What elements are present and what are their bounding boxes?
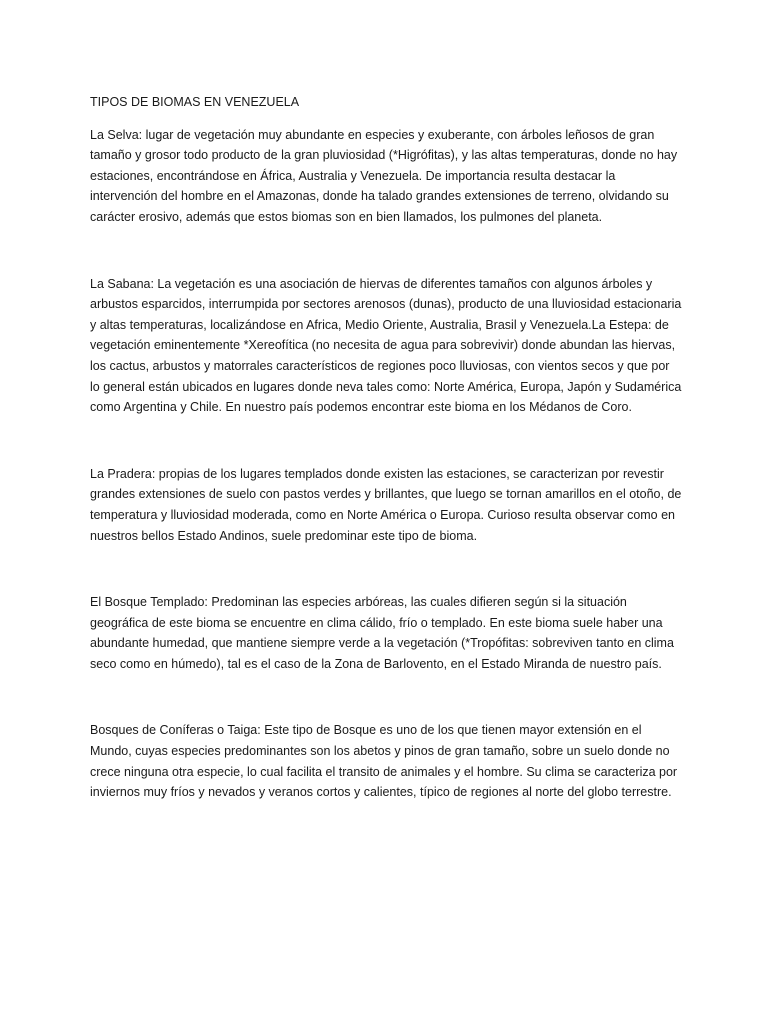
paragraph-pradera: La Pradera: propias de los lugares templados donde existen las estaciones, se caracterizan por revestir grandes extensiones de suelo con pastos verdes y brillantes, que luego se tornan amarillos en el otoño, de temperatura y lluviosidad moderada, como en Norte América o Europa. Curioso resulta observar como en nuestros bellos Estado Andinos, suele predominar este tipo de bioma. [90,466,682,543]
paragraph-coniferas-taiga: Bosques de Coníferas o Taiga: Este tipo de Bosque es uno de los que tienen mayor extensión en el Mundo, cuyas especies predominantes son los abetos y pinos de gran tamaño, sobre un suelo donde no crece ninguna otra especie, lo cual facilita el transito de animales y el hombre. Su clima se caracteriza por inviernos muy fríos y nevados y veranos cortos y calientes, típico de regiones al norte del globo terrestre. [90,723,678,800]
paragraph-spacer [90,546,682,592]
paragraph-spacer [90,418,682,464]
paragraph-sabana-estepa: La Sabana: La vegetación es una asociación de hiervas de diferentes tamaños con algunos árboles y arbustos esparcidos, interrumpida por sectores arenosos (dunas), producto de una lluviosidad estacionaria y altas temperaturas, localizándose en Africa, Medio Oriente, Australia, Brasil y Venezuela.La Estepa: de vegetación eminentemente *Xereofítica (no necesita de agua para sobrevivir) donde abundan las hiervas, los cactus, arbustos y matorrales característicos de regiones poco lluviosas, con vientos secos y que por lo general están ubicados en lugares donde neva tales como: Norte América, Europa, Japón y Sudamérica como Argentina y Chile. En nuestro país podemos encontrar este bioma en los Médanos de Coro. [90,276,682,415]
paragraph-bosque-templado: El Bosque Templado: Predominan las especies arbóreas, las cuales difieren según si la situación geográfica de este bioma se encuentre en clima cálido, frío o templado. En este bioma suele haber una abundante humedad, que mantiene siempre verde a la vegetación (*Tropófitas: sobreviven tanto en clima seco como en húmedo), tal es el caso de la Zona de Barlovento, en el Estado Miranda de nuestro país. [90,595,674,671]
document-title: TIPOS DE BIOMAS EN VENEZUELA [90,95,300,109]
document-body [90,92,682,803]
paragraph-selva: La Selva: lugar de vegetación muy abundante en especies y exuberante, con árboles leñosos de gran tamaño y grosor todo producto de la gran pluviosidad (*Higrófitas), y las altas temperaturas, donde no hay estaciones, encontrándose en África, Australia y Venezuela. De importancia resulta destacar la intervención del hombre en el Amazonas, donde ha talado grandes extensiones de terreno, olvidando su carácter erosivo, además que estos biomas son en bien llamados, los pulmones del planeta. [90,127,678,224]
paragraph-spacer [90,674,682,720]
paragraph-spacer [90,228,682,274]
